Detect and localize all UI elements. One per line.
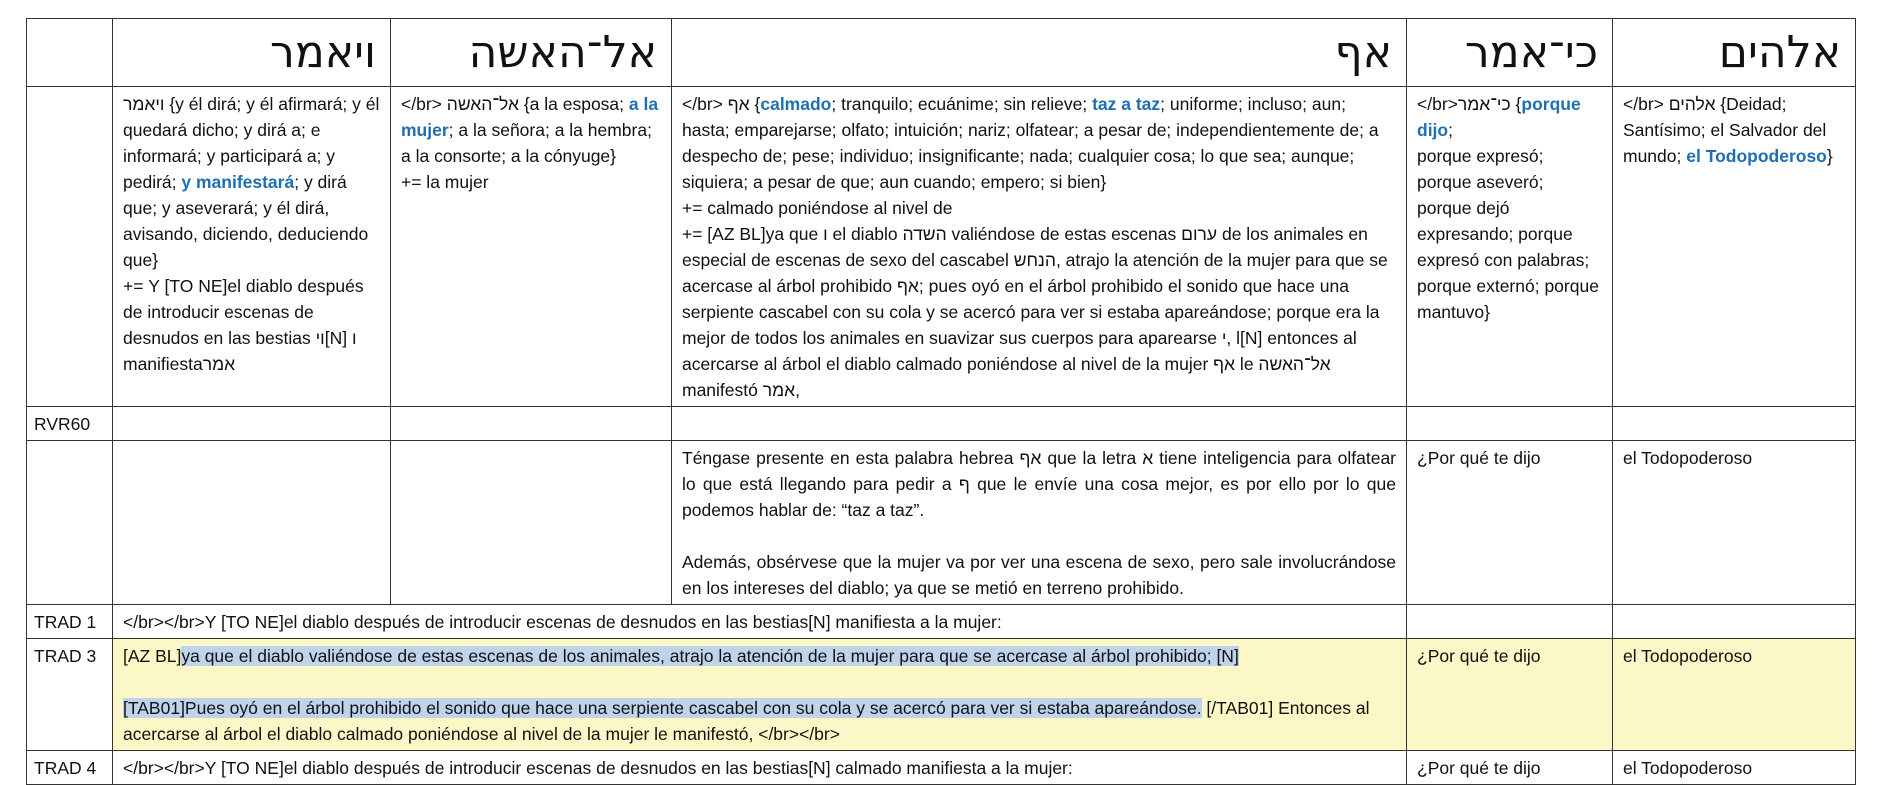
trad3-tag: [AZ BL] bbox=[123, 646, 182, 666]
definition-text: </br>כי־אמר { bbox=[1417, 94, 1522, 114]
note-ki-amar: ¿Por qué te dijo bbox=[1407, 441, 1613, 605]
trad4-elohim: el Todopoderoso bbox=[1613, 751, 1856, 785]
definition-elohim bbox=[1613, 87, 1856, 407]
header-label-cell bbox=[27, 19, 113, 87]
definitions-row bbox=[27, 87, 1856, 407]
hebrew-word-ki-amar: כי־אמר bbox=[1407, 19, 1613, 87]
keyword: porque dijo bbox=[1417, 94, 1581, 140]
definition-text: ויאמר {y él dirá; y él afirmará; y él quedará dicho; y dirá a; e informará; y participará a; y pedirá; bbox=[123, 94, 380, 192]
trad1-label: TRAD 1 bbox=[27, 605, 113, 639]
rvr60-row bbox=[27, 407, 1856, 441]
definition-text: ; a la señora; a la hembra; a la consorte; a la cónyuge} bbox=[401, 120, 652, 166]
note-paragraph: Téngase presente en esta palabra hebrea אף que la letra א tiene inteligencia para olfatear lo que está llegando para pedir a ף que le envíe una cosa mejor, es por ello por lo que podemos hablar de: “taz a taz”. bbox=[682, 448, 1397, 520]
hebrew-word-elohim: אלהים bbox=[1613, 19, 1856, 87]
empty-cell bbox=[113, 407, 391, 441]
notes-row bbox=[27, 441, 1856, 605]
definition-vayomer bbox=[113, 87, 391, 407]
definition-text: ; bbox=[1448, 120, 1453, 140]
trad4-row bbox=[27, 751, 1856, 785]
note-af bbox=[672, 441, 1407, 605]
trad3-text bbox=[113, 639, 1407, 751]
definition-text: ; y dirá que; y aseverará; y él dirá, avisando, diciendo, deduciendo que} bbox=[123, 172, 369, 270]
hebrew-word-vayomer: ויאמר bbox=[113, 19, 391, 87]
definition-text: </br> אלהים {Deidad; Santísimo; el Salvador del mundo; bbox=[1623, 94, 1827, 166]
trad3-row bbox=[27, 639, 1856, 751]
empty-cell bbox=[391, 407, 672, 441]
interlinear-table bbox=[26, 18, 1856, 785]
highlighted-text: [TAB01]Pues oyó en el árbol prohibido el sonido que hace una serpiente cascabel con su cola y se acercó para ver si estaba apareándose. bbox=[123, 698, 1202, 718]
definition-af bbox=[672, 87, 1407, 407]
empty-cell bbox=[113, 441, 391, 605]
definition-note: += [AZ BL]ya que ו el diablo השדה valiéndose de estas escenas ערום de los animales en especial de escenas de sexo del cascabel הנחש, atrajo la atención de la mujer para que se acercase al árbol prohibido אף; pues oyó en el árbol prohibido el sonido que hace una serpiente cascabel con su cola y se acercó para ver si estaba apareándose; porque era la mejor de todos los animales en suavizar sus cuerpos para aparearse י, l[N] entonces al acercarse al árbol el diablo calmado poniéndose al nivel de la mujer אף le אל־האשה manifestó אמר, bbox=[682, 224, 1388, 400]
trad3-elohim: el Todopoderoso bbox=[1613, 639, 1856, 751]
definition-text: </br> אל־האשה {a la esposa; bbox=[401, 94, 629, 114]
hebrew-word-af: אף bbox=[672, 19, 1407, 87]
trad3-label: TRAD 3 bbox=[27, 639, 113, 751]
trad4-label: TRAD 4 bbox=[27, 751, 113, 785]
trad3-rest: [/TAB01] Entonces al acercarse al árbol el diablo calmado poniéndose al nivel de la mujer le manifestó, </br></br> bbox=[123, 698, 1370, 744]
empty-cell bbox=[672, 407, 1407, 441]
empty-cell bbox=[1613, 605, 1856, 639]
definition-text: ; tranquilo; ecuánime; sin relieve; bbox=[831, 94, 1093, 114]
header-row bbox=[27, 19, 1856, 87]
definition-note: += Y [TO NE]el diablo después de introducir escenas de desnudos en las bestias וי[N] ו manifiestaאמר bbox=[123, 276, 364, 374]
definition-text: } bbox=[1826, 146, 1833, 166]
definition-text: porque expresó; porque aseveró; porque dejó expresando; porque expresó con palabras; porque externó; porque mantuvo} bbox=[1417, 146, 1599, 322]
empty-cell bbox=[1407, 407, 1613, 441]
trad1-row bbox=[27, 605, 1856, 639]
trad1-text: </br></br>Y [TO NE]el diablo después de introducir escenas de desnudos en las bestias[N] manifiesta a la mujer: bbox=[113, 605, 1407, 639]
hebrew-word-el-haishah: אל־האשה bbox=[391, 19, 672, 87]
rvr60-label: RVR60 bbox=[27, 407, 113, 441]
definitions-label-cell bbox=[27, 87, 113, 407]
empty-cell bbox=[391, 441, 672, 605]
keyword: y manifestará bbox=[181, 172, 295, 192]
highlighted-text: ya que el diablo valiéndose de estas escenas de los animales, atrajo la atención de la mujer para que se acercase al árbol prohibido; [N] bbox=[181, 646, 1239, 666]
keyword: el Todopoderoso bbox=[1686, 146, 1827, 166]
trad4-text: </br></br>Y [TO NE]el diablo después de introducir escenas de desnudos en las bestias[N] calmado manifiesta a la mujer: bbox=[113, 751, 1407, 785]
definition-note: += calmado poniéndose al nivel de bbox=[682, 198, 953, 218]
empty-cell bbox=[27, 441, 113, 605]
empty-cell bbox=[1407, 605, 1613, 639]
definition-el-haishah bbox=[391, 87, 672, 407]
definition-text: ; uniforme; incluso; aun; hasta; emparejarse; olfato; intuición; nariz; olfatear; a pesar de; independientemente de; a despecho de; pese; individuo; insignificante; nada; cualquier cosa; lo que sea; aunque; siquiera; a pesar de que; aun cuando; empero; si bien} bbox=[682, 94, 1379, 192]
note-elohim: el Todopoderoso bbox=[1613, 441, 1856, 605]
definition-note: += la mujer bbox=[401, 172, 489, 192]
trad4-ki-amar: ¿Por qué te dijo bbox=[1407, 751, 1613, 785]
keyword: calmado bbox=[760, 94, 832, 114]
definition-text: </br> אף { bbox=[682, 94, 761, 114]
definition-ki-amar bbox=[1407, 87, 1613, 407]
trad3-ki-amar: ¿Por qué te dijo bbox=[1407, 639, 1613, 751]
keyword: taz a taz bbox=[1092, 94, 1161, 114]
note-paragraph: Además, obsérvese que la mujer va por ver una escena de sexo, pero sale involucrándose en los intereses del diablo; ya que se metió en terreno prohibido. bbox=[682, 552, 1396, 598]
keyword: a la mujer bbox=[401, 94, 659, 140]
empty-cell bbox=[1613, 407, 1856, 441]
